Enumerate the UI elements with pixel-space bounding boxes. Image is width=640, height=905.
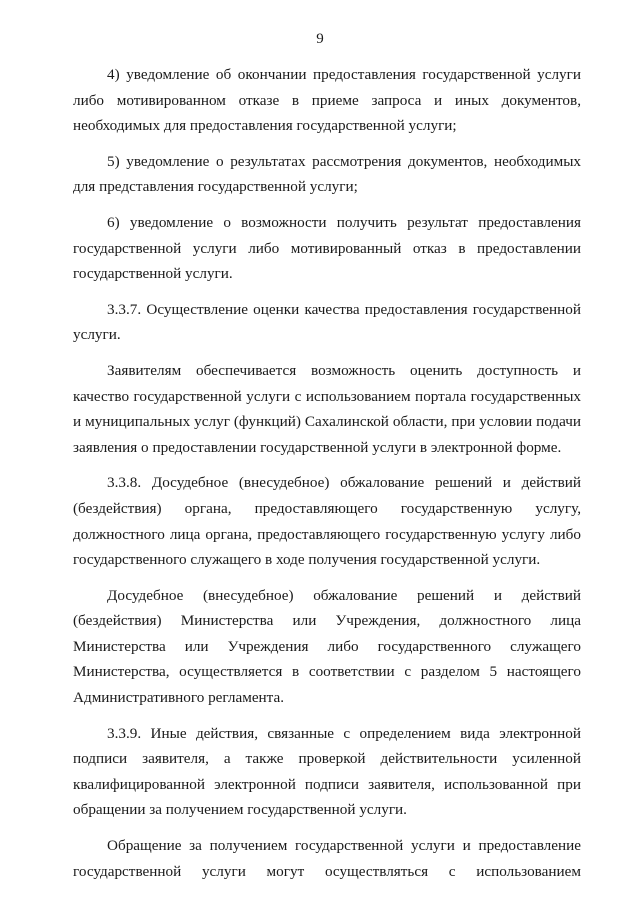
document-body: [73, 62, 581, 884]
paragraph-item-6-notification: 6) уведомление о возможности получить результат предоставления государственной услуги либо мотивированный отказ в предоставлении государственной услуги.: [73, 213, 581, 283]
paragraph-item-5-notification: 5) уведомление о результатах рассмотрения документов, необходимых для представления государственной услуги;: [73, 152, 581, 196]
page-number: 9: [316, 31, 324, 47]
paragraph-service-request: Обращение за получением государственной услуги и предоставление государственной услуги могут осуществляться с использованием: [73, 837, 581, 880]
section-3-3-7-heading: 3.3.7. Осуществление оценки качества предоставления государственной услуги.: [73, 300, 581, 344]
paragraph-pretrial-appeal: Досудебное (внесудебное) обжалование решений и действий (бездействия) Министерства или Учреждения, должностного лица Министерства или Учреждения либо государственного служащего Министерства, осуществляется в соответствии с разделом 5 настоящего Административного регламента.: [73, 586, 581, 707]
section-3-3-8-heading: 3.3.8. Досудебное (внесудебное) обжалование решений и действий (бездействия) органа, предоставляющего государственную услугу, должностного лица органа, предоставляющего государственную услугу либо государственного служащего в ходе получения государственной услуги.: [73, 474, 581, 569]
section-3-3-9-heading: 3.3.9. Иные действия, связанные с определением вида электронной подписи заявителя, а также проверкой действительности усиленной квалифицированной электронной подписи заявителя, использованной при обращении за получением государственной услуги.: [73, 724, 581, 819]
paragraph-item-4-notification: 4) уведомление об окончании предоставления государственной услуги либо мотивированном отказе в приеме запроса и иных документов, необходимых для предоставления государственной услуги;: [73, 66, 581, 135]
paragraph-quality-assessment: Заявителям обеспечивается возможность оценить доступность и качество государственной услуги с использованием портала государственных и муниципальных услуг (функций) Сахалинской области, при условии подачи заявления о предоставлении государственной услуги в электронной форме.: [73, 361, 581, 456]
